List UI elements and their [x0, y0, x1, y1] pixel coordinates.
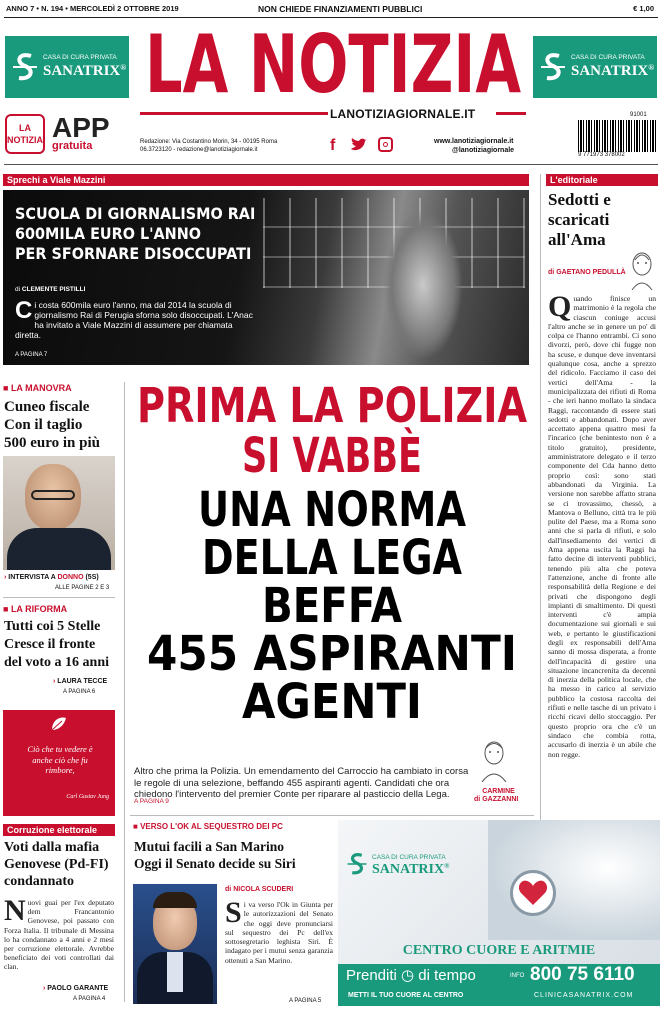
headline-black-line: DELLA LEGA	[202, 530, 462, 586]
ad-brand	[43, 63, 126, 80]
siri-text: i va verso l'Ok in Giunta per le autorizzazioni del Senato che oggi deve pronunciarsi sul sequestro dei Pc dell'ex sottosegretario leghista Siri. È indagato per i mutui senza garanzia ottenuti a San Marino.	[225, 900, 333, 965]
arrow-icon: ›	[53, 678, 56, 685]
editoriale-byline	[548, 268, 628, 277]
ad-brand-text: SANATRIX	[571, 63, 649, 79]
barcode-number: 9 771973 378002	[578, 152, 625, 158]
app-label: APP	[52, 112, 110, 143]
divider	[130, 815, 534, 816]
divider	[3, 597, 115, 598]
ad-footer-bar	[338, 964, 660, 1006]
tagline: NON CHIEDE FINANZIAMENTI PUBBLICI	[258, 4, 423, 14]
ad-prenditi-1: Prenditi	[346, 967, 397, 984]
headline-black-line: 455 ASPIRANTI	[147, 626, 517, 682]
manovra-pages[interactable]: ALLE PAGINE 2 E 3	[55, 585, 110, 591]
main-byline	[474, 788, 532, 804]
twitter-icon[interactable]	[350, 138, 368, 152]
siri-title-line: Mutui facili a San Marino	[134, 839, 285, 854]
dropcap: N	[4, 894, 26, 927]
hair	[153, 892, 197, 908]
siri-photo	[133, 884, 217, 1004]
app-logo-icon[interactable]	[5, 114, 45, 154]
pedulla-sketch	[628, 250, 656, 290]
price: € 1,00	[633, 4, 654, 13]
issue-info: ANNO 7 • N. 194 • MERCOLEDÌ 2 OTTOBRE 2019	[6, 4, 179, 13]
sprechi-page[interactable]: A PAGINA 7	[15, 352, 48, 358]
corruzione-text: uovi guai per l'ex deputato dem Francantonio Genovese, poi passato con Forza Italia. Il tribunale di Messina lo ha condannato a 4 anni e 2 mesi per corruzione elettorale. Avrebbe beneficiato dei voti controllati dai clan.	[4, 898, 114, 972]
editoriale-text: uando finisce un matrimonio è la regola che ciascun coniuge accusi l'altro anche se in genere un po' di colpa ce l'hanno entrambi. Ci sono divorzi, però, dove chi fugge non ha scuse, e dunque deve inventarsi qualunque cosa, anche a sprezzo del ridicolo. Facciamo il caso dei vertici dell'Ama - la municipalizzata dei rifiuti di Roma - che ieri hanno mollato la sindaca Raggi, raccontando di essere stati sedotti e abbandonati. Dopo aver accettato appena quattro mesi fa l'incarico (che benintesto non è a titolo gratuito), presidente, amministratore delegato e il terzo componente del Cda hanno detto proprio così: sono stati abbandonati da Virginia. La versione non sarebbe affatto strana se ci trovassimo, chessò, a Mantova o Belluno, città tra le più pulite del Paese, ma a Roma sono anni che si parla di rifiuti, e solo dall'insediamento dei vertici di Ama appena uscita la Raggi ha fatto decine di interventi pubblici, tenendo più alta che poteva l'attenzione, anche di fronte alle responsabilità della Regione e dei privati che dispongono degli impianti di smaltimento. Di questi interventi c'è ampia documentazione sui giornali e sui web, e pertanto le giustificazioni degli ex responsabili dell'Ama sanno di mossa disperata, a fronte dell'incapacità di gestire una situazione incancrenita da decenni di inerzia della politica locale, che ha messo in carico al servizio pubblico la costosa raccolta dei rifiuti e nelle tasche di un privato i ricchi ricavi dello stoccaggio. Per questo proprio ora che c'è un sindaco che combia rotta, accusarlo di inerzia è un abile che non regge.	[548, 294, 656, 759]
ad-url[interactable]: CLINICASANATRIX.COM	[534, 992, 634, 999]
main-headline-red	[130, 378, 534, 482]
ad-brand	[372, 862, 449, 878]
barcode	[578, 120, 656, 152]
app-logo-text: LA NOTIZIA	[7, 123, 43, 145]
clock-icon: ◷	[401, 967, 415, 984]
siri-byline	[225, 886, 293, 893]
arrow-icon: ›	[4, 574, 7, 581]
siri-page[interactable]: A PAGINA 5	[289, 998, 322, 1004]
facebook-icon[interactable]: f	[330, 137, 336, 154]
main-text: Altro che prima la Polizia. Un emendamento del Carroccio ha cambiato in corsa le regole di una selezione, beffando 455 aspiranti agenti. Candidati che ora chiedono l'intervento del premier Conte per riparare al pasticcio della Lega.	[134, 766, 469, 800]
quote-text: Ciò che tu vedere è anche ciò che fu rimbore,	[27, 744, 93, 775]
siri-kicker-text: VERSO L'OK AL SEQUESTRO DEI PC	[140, 822, 283, 831]
dropcap: S	[225, 896, 242, 929]
byline-name: CARMINE GAZZANNI	[482, 788, 519, 803]
editoriale-body	[548, 290, 656, 759]
ad-sanatrix-left[interactable]	[5, 36, 129, 98]
divider	[4, 164, 658, 165]
sprechi-headline	[15, 204, 255, 264]
instagram-lens	[383, 142, 388, 147]
sanatrix-logo-icon	[346, 850, 368, 878]
doctor-image	[488, 820, 660, 940]
corruzione-kicker: Corruzione elettorale	[3, 824, 115, 836]
riforma-kicker-text: LA RIFORMA	[10, 604, 68, 614]
manovra-kicker: ■ LA MANOVRA	[3, 383, 72, 393]
sprechi-text	[15, 297, 255, 340]
siri-body	[225, 896, 333, 965]
siri-title[interactable]	[134, 838, 334, 872]
sprechi-headline-line: SCUOLA DI GIORNALISMO RAI	[15, 204, 256, 223]
masthead-site[interactable]: LANOTIZIAGIORNALE.IT	[330, 107, 476, 121]
siri-section	[133, 822, 333, 1007]
byline-name: PAOLO GARANTE	[47, 985, 109, 992]
riforma-page[interactable]: A PAGINA 6	[63, 689, 96, 695]
dropcap: Q	[548, 290, 572, 323]
manovra-kicker-text: LA MANOVRA	[10, 383, 72, 393]
ad-slogan: METTI IL TUO CUORE AL CENTRO	[348, 992, 464, 999]
dropcap: C	[15, 297, 33, 324]
quote-box	[3, 710, 115, 816]
ad-brand	[571, 63, 654, 80]
corruzione-body	[4, 894, 114, 972]
horse-statue	[383, 210, 463, 360]
ad-reg: ®	[648, 63, 655, 72]
redazione-line1: Redazione: Via Costantino Morin, 34 - 00195 Roma	[140, 139, 278, 145]
column-divider	[124, 382, 125, 1002]
ad-prenditi-2: di tempo	[418, 967, 476, 984]
byline-name: NICOLA SCUDERI	[233, 886, 294, 893]
corruzione-title[interactable]: Voti dalla mafia Genovese (Pd-FI) condannato	[4, 840, 109, 889]
siri-title-line: Oggi il Senato decide su Siri	[134, 856, 296, 871]
riforma-kicker: ■ LA RIFORMA	[3, 604, 68, 614]
quote-author: Carl Gustav Jung	[66, 794, 109, 800]
shirt	[167, 952, 183, 992]
byline-prefix: di	[15, 286, 21, 293]
interview-name: DONNO	[57, 574, 84, 581]
sprechi-section	[3, 174, 529, 366]
byline-prefix: di	[474, 796, 481, 803]
ad-small-text: CASA DI CURA PRIVATA	[43, 54, 117, 61]
ad-prenditi	[346, 966, 476, 984]
corruzione-page[interactable]: A PAGINA 4	[73, 996, 106, 1002]
byline-name: GAETANO PEDULLÀ	[556, 269, 626, 276]
ad-reg: ®	[120, 63, 127, 72]
divider	[4, 17, 658, 18]
siri-kicker: ■ VERSO L'OK AL SEQUESTRO DEI PC	[133, 822, 283, 831]
top-bar	[0, 0, 662, 16]
heart-icon	[510, 870, 556, 916]
ad-sanatrix-right[interactable]	[533, 36, 657, 98]
glasses-icon	[31, 490, 75, 500]
ad-reg: ®	[444, 862, 450, 870]
main-headline-black	[130, 482, 534, 732]
manovra-interview[interactable]	[4, 574, 99, 581]
web-address[interactable]: www.lanotiziagiornale.it	[434, 138, 514, 145]
social-handle[interactable]: @lanotiziagiornale	[452, 147, 515, 154]
sanatrix-logo-icon	[539, 50, 567, 84]
headline-red-line: PRIMA LA POLIZIA	[137, 378, 527, 434]
ad-phone[interactable]: 800 75 6110	[530, 964, 635, 985]
ad-title: CENTRO CUORE E ARITMIE	[402, 943, 596, 958]
ad-small-text: CASA DI CURA PRIVATA	[571, 54, 645, 61]
gualtieri-photo	[3, 456, 115, 570]
ad-brand-text: SANATRIX	[43, 63, 121, 79]
editoriale-title: Sedotti e scaricati all'Ama	[548, 190, 611, 249]
main-page[interactable]: A PAGINA 9	[134, 798, 169, 805]
redazione-line2: 06.3723120 - redazione@lanotiziagiornale.it	[140, 147, 258, 153]
byline-name: CLEMENTE PISTILLI	[21, 286, 86, 293]
ad-info: INFO	[510, 973, 525, 979]
headline-black-line: AGENTI	[242, 674, 422, 730]
ad-small-text: CASA DI CURA PRIVATA	[372, 854, 446, 861]
masthead-redline-right	[496, 112, 526, 115]
manovra-title[interactable]: Cuneo fiscale Con il taglio 500 euro in più	[4, 399, 100, 451]
sanatrix-logo-icon	[11, 50, 39, 84]
riforma-byline	[53, 678, 107, 685]
interview-party: (5S)	[85, 574, 99, 581]
masthead-logo[interactable]	[140, 20, 526, 110]
byline-prefix: di	[225, 886, 232, 893]
sprechi-headline-line: PER SFORNARE DISOCCUPATI	[15, 244, 252, 263]
editoriale-kicker: L'editoriale	[546, 174, 658, 186]
masthead-redline-left	[140, 112, 328, 115]
gazzanni-sketch	[478, 738, 510, 782]
byline-name: LAURA TECCE	[57, 678, 108, 685]
instagram-icon[interactable]	[378, 137, 393, 152]
ad-brand-text: SANATRIX	[372, 862, 445, 877]
ad-centro-cuore[interactable]	[338, 820, 660, 1006]
byline-prefix: di	[548, 269, 555, 276]
corruzione-byline	[43, 985, 108, 992]
headline-black-line: BEFFA	[262, 578, 402, 634]
app-sub: gratuita	[52, 140, 93, 152]
interview-label: INTERVISTA A	[8, 574, 56, 581]
suit	[7, 528, 111, 570]
sprechi-headline-line: 600MILA EURO L'ANNO	[15, 224, 202, 243]
masthead-title: LA NOTIZIA	[145, 20, 522, 110]
main-story[interactable]	[130, 378, 534, 810]
barcode-top: 91001	[630, 112, 647, 118]
sprechi-byline	[15, 286, 85, 293]
arrow-icon: ›	[43, 985, 46, 992]
sprechi-body: i costa 600mila euro l'anno, ma dal 2014 la scuola di giornalismo Rai di Perugia sforna solo disoccupati. L'Anac ha invitato a Viale Mazzini di assumere per chiamata diretta.	[15, 300, 253, 340]
sprechi-kicker: Sprechi a Viale Mazzini	[3, 174, 529, 186]
headline-red-line: SI VABBÈ	[242, 428, 489, 482]
leaf-icon	[50, 716, 68, 732]
headline-black-line: UNA NORMA	[198, 482, 466, 538]
riforma-title[interactable]: Tutti coi 5 Stelle Cresce il fronte del voto a 16 anni	[4, 619, 110, 670]
